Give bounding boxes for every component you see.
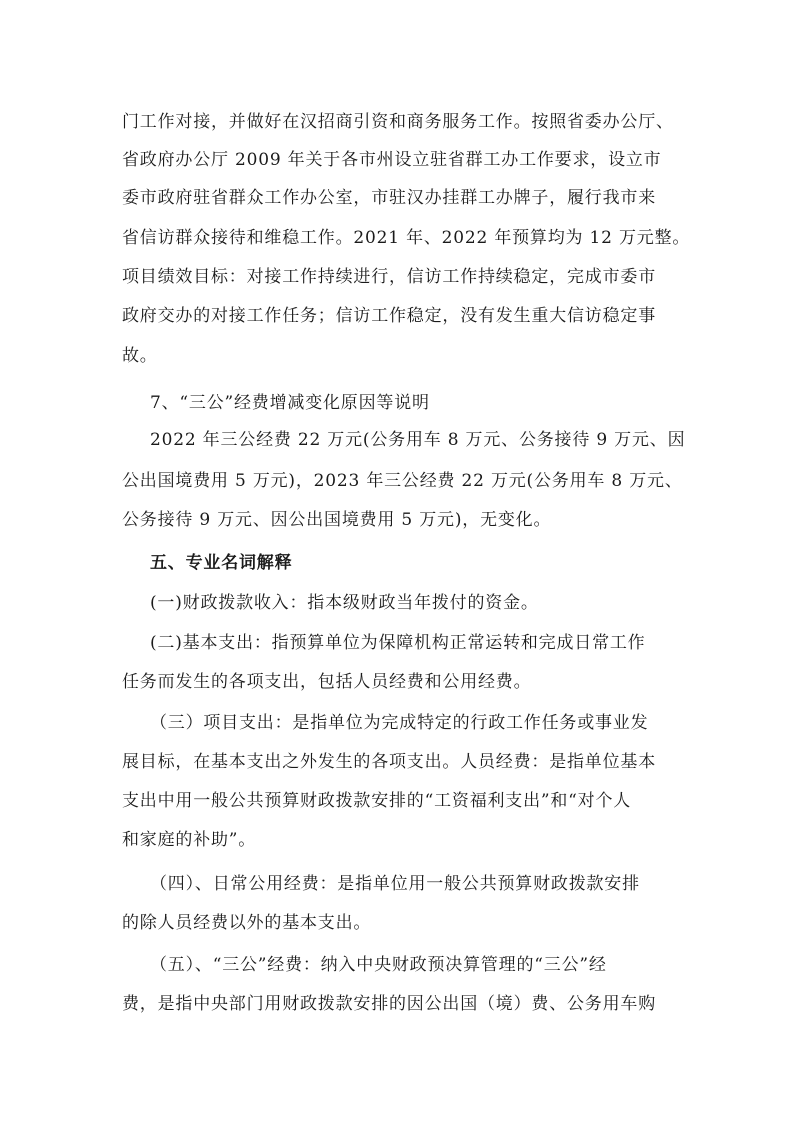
term-definition-1: (一)财政拨款收入：指本级财政当年拨付的资金。: [150, 593, 539, 613]
section-heading-5: 五、专业名词解释: [150, 553, 293, 573]
paragraph-line: 公务接待 9 万元、因公出国境费用 5 万元)，无变化。: [122, 510, 552, 530]
paragraph-line: 故。: [122, 346, 158, 366]
term-definition-4: （四）、日常公用经费：是指单位用一般公共预算财政拨款安排: [150, 874, 640, 894]
term-definition-5: （五）、“三公”经费：纳入中央财政预决算管理的“三公”经: [150, 955, 607, 975]
paragraph-line: 和家庭的补助”。: [122, 830, 257, 850]
paragraph-line: 门工作对接，并做好在汉招商引资和商务服务工作。按照省委办公厅、: [122, 112, 674, 132]
paragraph-line: 任务而发生的各项支出，包括人员经费和公用经费。: [122, 672, 532, 692]
term-definition-3: （三）项目支出：是指单位为完成特定的行政工作任务或事业发: [150, 713, 649, 733]
paragraph-line: 省政府办公厅 2009 年关于各市州设立驻省群工办工作要求，设立市: [122, 150, 662, 170]
section-heading-7: 7、“三公”经费增减变化原因等说明: [150, 393, 430, 413]
paragraph-line: 委市政府驻省群众工作办公室，市驻汉办挂群工办牌子，履行我市来: [122, 188, 656, 208]
paragraph-line: 的除人员经费以外的基本支出。: [122, 913, 372, 933]
paragraph-line: 展目标，在基本支出之外发生的各项支出。人员经费：是指单位基本: [122, 752, 656, 772]
paragraph-line: 省信访群众接待和维稳工作。2021 年、2022 年预算均为 12 万元整。: [122, 228, 691, 248]
paragraph-line: 支出中用一般公共预算财政拨款安排的“工资福利支出”和“对个人: [122, 791, 632, 811]
paragraph-line: 项目绩效目标：对接工作持续进行，信访工作持续稳定，完成市委市: [122, 267, 656, 287]
paragraph-line: 2022 年三公经费 22 万元(公务用车 8 万元、公务接待 9 万元、因: [150, 430, 686, 450]
paragraph-line: 政府交办的对接工作任务；信访工作稳定，没有发生重大信访稳定事: [122, 306, 656, 326]
term-definition-2: (二)基本支出：指预算单位为保障机构正常运转和完成日常工作: [150, 633, 646, 653]
paragraph-line: 公出国境费用 5 万元)，2023 年三公经费 22 万元(公务用车 8 万元、: [122, 471, 683, 491]
paragraph-line: 费，是指中央部门用财政拨款安排的因公出国（境）费、公务用车购: [122, 994, 656, 1014]
